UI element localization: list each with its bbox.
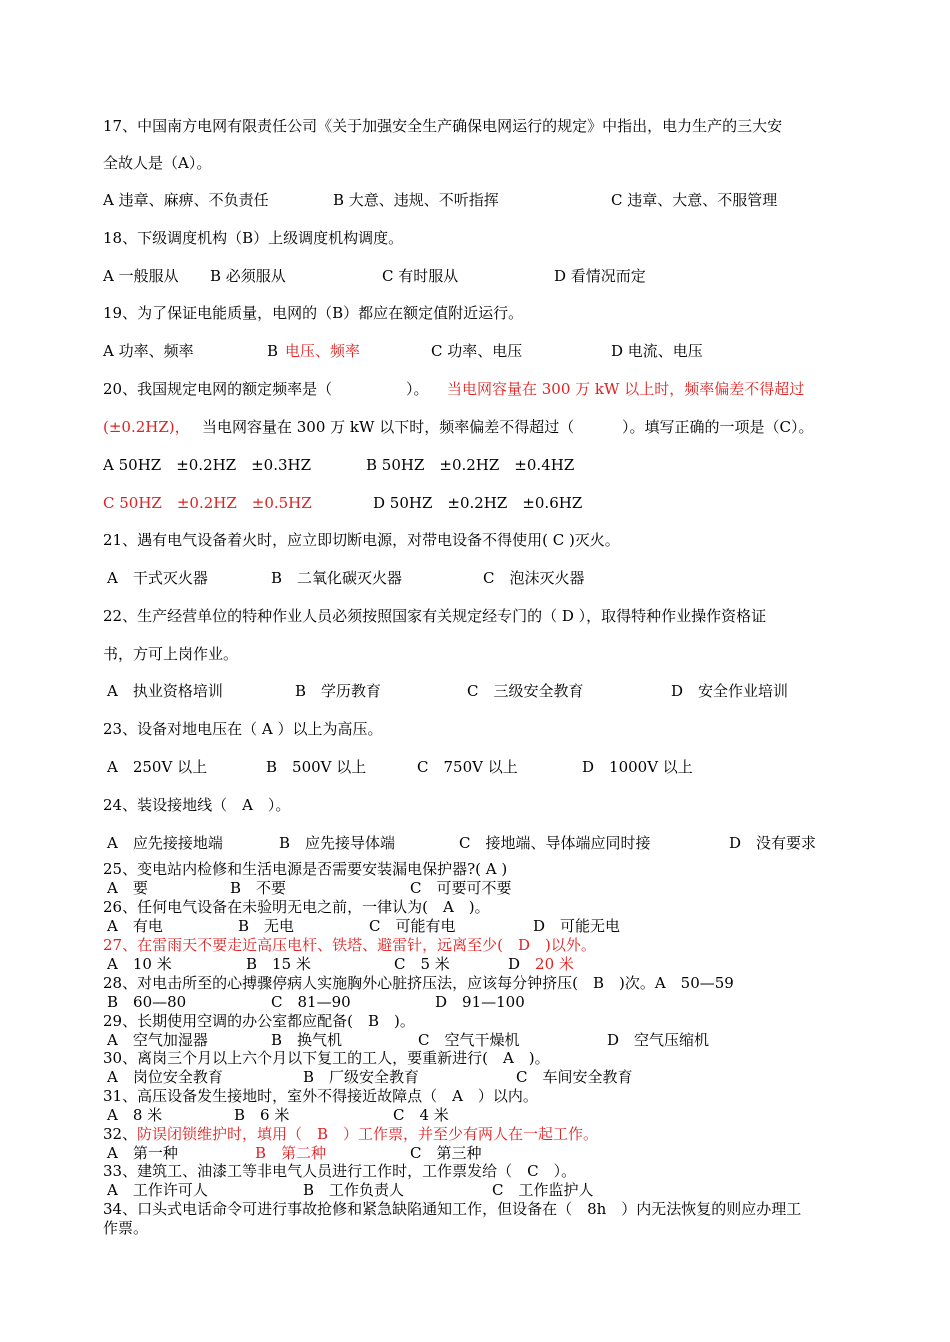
question-25: 25、变电站内检修和生活电源是否需要安装漏电保护器?( A ) (103, 860, 508, 878)
option-d-letter: D (508, 955, 536, 973)
option-c: C 接地端、导体端应同时接 (459, 834, 651, 852)
option-c: C 可能有电 (369, 917, 456, 935)
question-19: 19、为了保证电能质量，电网的（B）都应在额定值附近运行。 (103, 304, 524, 322)
option-b: B 换气机 (271, 1031, 343, 1049)
option-c: C 三级安全教育 (467, 682, 584, 700)
option-d: D 空气压缩机 (607, 1031, 710, 1049)
option-c: C 4 米 (393, 1106, 449, 1124)
question-22-line-1: 22、生产经营单位的特种作业人员必须按照国家有关规定经专门的（ D ），取得特种作业操作资格证 (103, 607, 767, 625)
option-d: D 50HZ ±0.2HZ ±0.6HZ (373, 494, 583, 512)
option-c: C 第三种 (410, 1144, 482, 1162)
question-23: 23、设备对地电压在（ A ）以上为高压。 (103, 720, 383, 738)
option-a: A 10 米 (107, 955, 172, 973)
option-a: A 应先接接地端 (107, 834, 223, 852)
option-b: B 大意、违规、不听指挥 (333, 191, 499, 209)
option-c: C 可要可不要 (410, 879, 512, 897)
question-22-line-2: 书，方可上岗作业。 (103, 645, 239, 663)
question-31: 31、高压设备发生接地时，室外不得接近故障点（ A ）以内。 (103, 1087, 538, 1105)
option-b: B 应先接导体端 (279, 834, 396, 852)
option-b: B 不要 (230, 879, 287, 897)
question-17-line-1: 17、中国南方电网有限责任公司《关于加强安全生产确保电网运行的规定》中指出，电力生产的三大安 (103, 117, 783, 135)
option-c: C 功率、电压 (431, 342, 523, 360)
option-b-letter: B (267, 342, 283, 360)
option-b-answer: B 第二种 (255, 1144, 327, 1162)
option-c-answer: C 50HZ ±0.2HZ ±0.5HZ (103, 494, 312, 512)
option-c: C 5 米 (394, 955, 450, 973)
option-b: B 必须服从 (210, 267, 286, 285)
option-b: B 15 米 (246, 955, 311, 973)
option-b: B 厂级安全教育 (303, 1068, 420, 1086)
question-34-line-2: 作票。 (103, 1219, 149, 1237)
question-28: 28、对电击所至的心搏骤停病人实施胸外心脏挤压法，应该每分钟挤压( B )次。A 50—59 (103, 974, 734, 992)
option-a: A 干式灭火器 (107, 569, 208, 587)
option-d-answer: 20 米 (535, 955, 574, 973)
option-a: A 工作许可人 (107, 1181, 208, 1199)
question-30: 30、离岗三个月以上六个月以下复工的工人，要重新进行( A )。 (103, 1049, 550, 1067)
question-20-highlight-2: (±0.2HZ)， (103, 418, 190, 436)
option-a: A 空气加湿器 (107, 1031, 208, 1049)
question-34-line-1: 34、口头式电话命令可进行事故抢修和紧急缺陷通知工作，但设备在（ 8h ）内无法恢复的则应办理工 (103, 1200, 802, 1218)
question-20-highlight-1: 当电网容量在 300 万 kW 以上时，频率偏差不得超过 (447, 380, 805, 398)
option-a: A 第一种 (107, 1144, 178, 1162)
option-a: A 要 (107, 879, 148, 897)
option-c: C 有时服从 (382, 267, 459, 285)
option-c: C 违章、大意、不服管理 (611, 191, 778, 209)
option-c: C 泡沫灭火器 (483, 569, 585, 587)
option-d: D 看情况而定 (554, 267, 646, 285)
option-c: C 空气干燥机 (418, 1031, 520, 1049)
question-17-line-2: 全故人是（A）。 (103, 154, 212, 172)
question-29: 29、长期使用空调的办公室都应配备( B )。 (103, 1012, 415, 1030)
option-b: B 6 米 (234, 1106, 290, 1124)
question-18: 18、下级调度机构（B）上级调度机构调度。 (103, 229, 404, 247)
option-b: B 50HZ ±0.2HZ ±0.4HZ (366, 456, 575, 474)
question-20-part-2: ）。 (406, 380, 429, 398)
option-a: A 执业资格培训 (107, 682, 223, 700)
option-d: D 没有要求 (729, 834, 817, 852)
option-b: B 60—80 (107, 993, 187, 1011)
question-20-part-4: ）。填写正确的一项是（C）。 (622, 418, 814, 436)
option-a: A 功率、频率 (103, 342, 194, 360)
option-c: C 750V 以上 (417, 758, 518, 776)
option-a: A 有电 (107, 917, 163, 935)
option-b-answer: 电压、频率 (285, 342, 361, 360)
option-d: D 安全作业培训 (671, 682, 789, 700)
question-26: 26、任何电气设备在未验明无电之前，一律认为( A )。 (103, 898, 490, 916)
question-32-number: 32、 (103, 1125, 138, 1143)
option-b: B 二氧化碳灭火器 (271, 569, 403, 587)
option-c: C 81—90 (271, 993, 351, 1011)
question-20-part-3: 当电网容量在 300 万 kW 以下时，频率偏差不得超过（ (202, 418, 575, 436)
option-d: D 电流、电压 (611, 342, 703, 360)
option-c: C 车间安全教育 (516, 1068, 633, 1086)
option-d: D 91—100 (435, 993, 525, 1011)
question-27: 27、在雷雨天不要走近高压电杆、铁塔、避雷针，远离至少( D )以外。 (103, 936, 596, 954)
option-b: B 500V 以上 (266, 758, 367, 776)
option-b: B 无电 (238, 917, 295, 935)
option-d: D 1000V 以上 (582, 758, 693, 776)
option-a: A 50HZ ±0.2HZ ±0.3HZ (103, 456, 312, 474)
option-d: D 可能无电 (533, 917, 621, 935)
question-21: 21、遇有电气设备着火时，应立即切断电源，对带电设备不得使用( C )灭火。 (103, 531, 620, 549)
option-a: A 一般服从 (103, 267, 179, 285)
option-a: A 岗位安全教育 (107, 1068, 223, 1086)
option-a: A 250V 以上 (107, 758, 208, 776)
option-a: A 8 米 (107, 1106, 163, 1124)
option-b: B 学历教育 (295, 682, 382, 700)
option-d (508, 955, 574, 974)
option-a: A 违章、麻痹、不负责任 (103, 191, 269, 209)
question-24: 24、装设接地线（ A ）。 (103, 796, 291, 814)
question-33: 33、建筑工、油漆工等非电气人员进行工作时，工作票发给（ C ）。 (103, 1162, 577, 1180)
option-c: C 工作监护人 (492, 1181, 594, 1199)
question-32: 防误闭锁维护时，填用（ B ）工作票，并至少有两人在一起工作。 (137, 1125, 599, 1143)
question-20-part-1: 20、我国规定电网的额定频率是（ (103, 380, 333, 398)
option-b: B 工作负责人 (303, 1181, 405, 1199)
